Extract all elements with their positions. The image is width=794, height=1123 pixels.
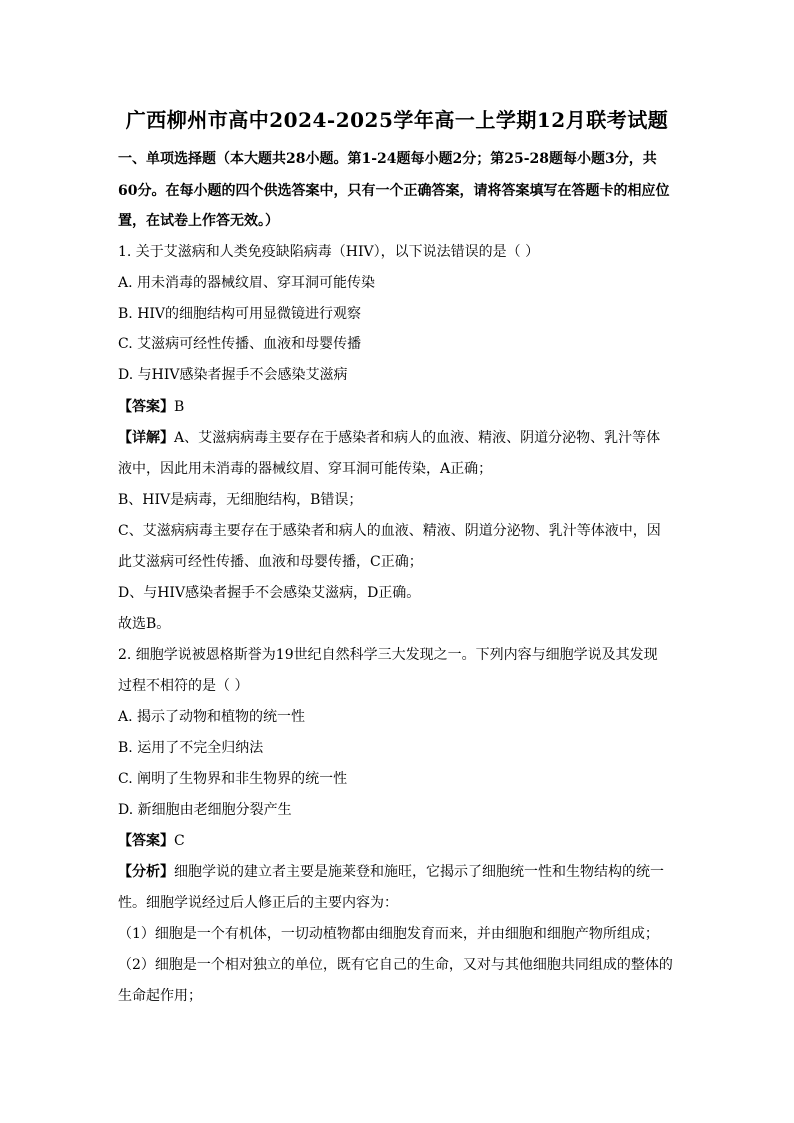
- question-1-answer: [118, 396, 184, 416]
- question-1-explain-line-2: 液中，因此用未消毒的器械纹眉、穿耳洞可能传染，A正确；: [118, 461, 493, 477]
- question-2-answer: [118, 830, 185, 850]
- question-2-analysis-line-3: （1）细胞是一个有机体，一切动植物都由细胞发育而来，并由细胞和细胞产物所组成；: [118, 926, 659, 942]
- question-2-analysis-line-4: （2）细胞是一个相对独立的单位，既有它自己的生命，又对与其他细胞共同组成的整体的: [118, 957, 673, 973]
- question-2-option-c: C. 阐明了生物界和非生物界的统一性: [118, 771, 348, 787]
- question-2-analysis-line-1: [118, 861, 664, 881]
- section-instructions-line-2: 60分。在每小题的四个供选答案中，只有一个正确答案，请将答案填写在答题卡的相应位: [118, 183, 670, 199]
- question-2-option-d: D. 新细胞由老细胞分裂产生: [118, 802, 292, 818]
- question-1-option-a: A. 用未消毒的器械纹眉、穿耳洞可能传染: [118, 275, 376, 291]
- page-title: 广西柳州市高中2024-2025学年高一上学期12月联考试题: [125, 108, 669, 132]
- analysis-tag: 【分析】: [118, 864, 174, 880]
- section-instructions-line-3: 置，在试卷上作答无效。）: [118, 213, 279, 229]
- question-1-stem: 1. 关于艾滋病和人类免疫缺陷病毒（HIV），以下说法错误的是（ ）: [118, 244, 540, 260]
- question-1-option-c: C. 艾滋病可经性传播、血液和母婴传播: [118, 336, 362, 352]
- question-1-explain-line-4: C、艾滋病病毒主要存在于感染者和病人的血液、精液、阴道分泌物、乳汁等体液中，因: [118, 523, 661, 539]
- section-instructions-line-1: 一、单项选择题（本大题共28小题。第1-24题每小题2分；第25-28题每小题3分，共: [118, 151, 657, 167]
- answer-tag: 【答案】: [118, 399, 174, 415]
- question-1-explain-line-5: 此艾滋病可经性传播、血液和母婴传播，C正确；: [118, 554, 423, 570]
- question-2-stem-line-2: 过程不相符的是（ ）: [118, 678, 249, 694]
- explain-text: A、艾滋病病毒主要存在于感染者和病人的血液、精液、阴道分泌物、乳汁等体: [174, 430, 661, 446]
- answer-tag: 【答案】: [118, 833, 174, 849]
- question-1-option-d: D. 与HIV感染者握手不会感染艾滋病: [118, 367, 348, 383]
- explain-tag: 【详解】: [118, 430, 174, 446]
- question-1-explain-line-1: [118, 427, 660, 447]
- answer-value: C: [174, 833, 185, 849]
- answer-value: B: [174, 399, 185, 415]
- question-1-explain-line-3: B、HIV是病毒，无细胞结构，B错误；: [118, 492, 363, 508]
- question-2-option-b: B. 运用了不完全归纳法: [118, 740, 264, 756]
- question-2-stem-line-1: 2. 细胞学说被恩格斯誉为19世纪自然科学三大发现之一。下列内容与细胞学说及其发现: [118, 647, 658, 663]
- analysis-text: 细胞学说的建立者主要是施莱登和施旺，它揭示了细胞统一性和生物结构的统一: [174, 864, 664, 880]
- question-2-analysis-line-5: 生命起作用；: [118, 988, 202, 1004]
- question-1-option-b: B. HIV的细胞结构可用显微镜进行观察: [118, 306, 362, 322]
- question-1-conclusion: 故选B。: [118, 616, 171, 632]
- question-2-analysis-line-2: 性。细胞学说经过后人修正后的主要内容为：: [118, 895, 398, 911]
- question-1-explain-line-6: D、与HIV感染者握手不会感染艾滋病，D正确。: [118, 585, 421, 601]
- question-2-option-a: A. 揭示了动物和植物的统一性: [118, 709, 306, 725]
